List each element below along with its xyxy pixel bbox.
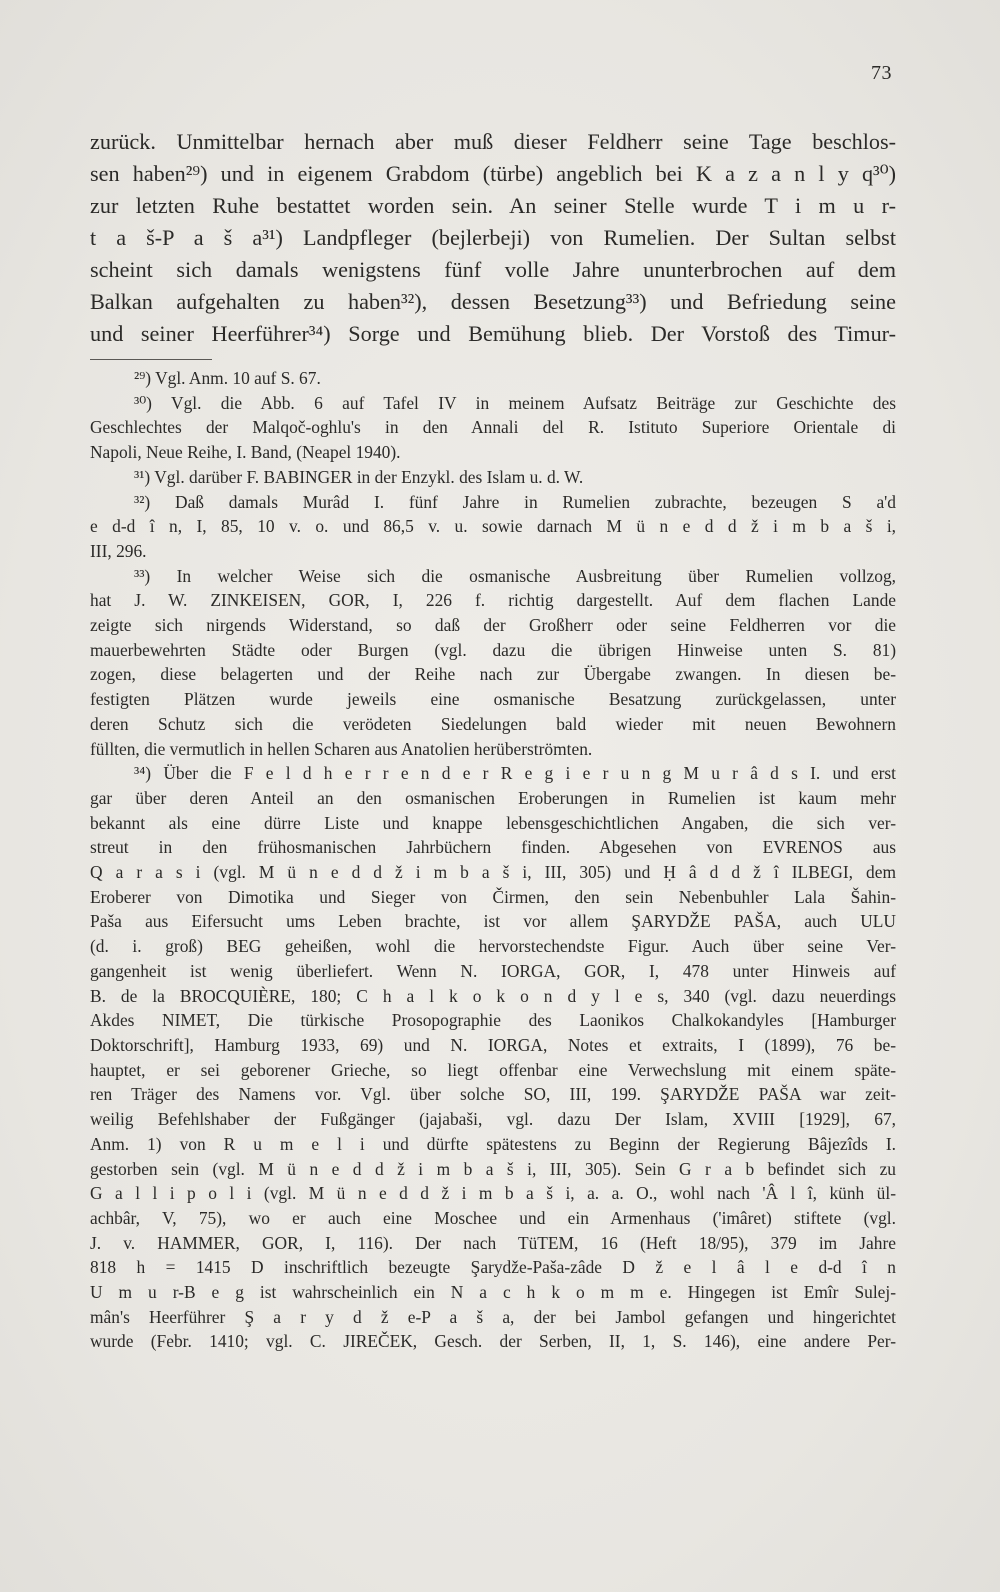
main-text-line: zur letzten Ruhe bestattet worden sein. An seiner Stelle wurde T i m u r- [90, 193, 896, 218]
footnote-line: e d-d î n, I, 85, 10 v. o. und 86,5 v. u. sowie darnach M ü n e d d ž i m b a š i, [90, 516, 896, 537]
footnote-line: ³²) Daß damals Murâd I. fünf Jahre in Rumelien zubrachte, bezeugen S a'd [134, 491, 896, 512]
main-text-line: Balkan aufgehalten zu haben³²), dessen Besetzung³³) und Befriedung seine [90, 289, 896, 314]
footnote-line: deren Schutz sich die verödeten Siedelungen bald wieder mit neuen Bewohnern [90, 713, 896, 734]
footnote-line: festigten Plätzen wurde jeweils eine osmanische Besatzung zurückgelassen, unter [90, 689, 896, 710]
main-text-line: zurück. Unmittelbar hernach aber muß dieser Feldherr seine Tage beschlos- [90, 129, 896, 154]
main-text-line: und seiner Heerführer³⁴) Sorge und Bemühung blieb. Der Vorstoß des Timur- [90, 321, 896, 346]
main-text-block [90, 126, 896, 350]
footnote-separator-rule [90, 359, 212, 360]
footnote-line: zogen, diese belagerten und der Reihe nach zur Übergabe zwangen. In diesen be- [90, 664, 896, 685]
footnote-line: G a l l i p o l i (vgl. M ü n e d d ž i m b a š i, a. a. O., wohl nach 'Â l î, künh ül- [90, 1183, 896, 1204]
footnote-line: (d. i. groß) BEG geheißen, wohl die hervorstechendste Figur. Auch über seine Ver- [90, 936, 896, 957]
footnote-line: wurde (Febr. 1410; vgl. C. JIREČEK, Gesch. der Serben, II, 1, S. 146), eine andere Per- [90, 1331, 896, 1352]
footnote-line: gar über deren Anteil an den osmanischen Eroberungen in Rumelien ist kaum mehr [90, 787, 896, 808]
footnote-line: ³³) In welcher Weise sich die osmanische Ausbreitung über Rumelien vollzog, [134, 565, 896, 586]
footnote-line: J. v. HAMMER, GOR, I, 116). Der nach TüTEM, 16 (Heft 18/95), 379 im Jahre [90, 1232, 896, 1253]
footnote-line: ³⁴) Über die F e l d h e r r e n d e r R e g i e r u n g M u r â d s I. und erst [134, 763, 896, 784]
footnote-line: zeigte sich nirgends Widerstand, so daß der Großherr oder seine Feldherren vor die [90, 615, 896, 636]
footnote-line: ³⁰) Vgl. die Abb. 6 auf Tafel IV in meinem Aufsatz Beiträge zur Geschichte des [134, 392, 896, 413]
footnote-line: hauptet, er sei geborener Grieche, so liegt offenbar eine Verwechslung mit einem späte- [90, 1059, 896, 1080]
footnote-line: Napoli, Neue Reihe, I. Band, (Neapel 1940). [90, 442, 401, 463]
footnote-line: Paša aus Eifersucht ums Leben brachte, ist vor allem ŞARYDŽE PAŠA, auch ULU [90, 911, 896, 932]
footnote-line: bekannt als eine dürre Liste und knappe lebensgeschichtlichen Angaben, die sich ver- [90, 812, 896, 833]
footnote-line: gestorben sein (vgl. M ü n e d d ž i m b a š i, III, 305). Sein G r a b befindet sich zu [90, 1158, 896, 1179]
footnote-line: mân's Heerführer Ş a r y d ž e-P a š a, der bei Jambol gefangen und hingerichtet [90, 1306, 896, 1327]
footnote-line: streut in den frühosmanischen Jahrbüchern finden. Abgesehen von EVRENOS aus [90, 837, 896, 858]
footnote-line: ren Träger des Namens vor. Vgl. über solche SO, III, 199. ŞARYDŽE PAŠA war zeit- [90, 1084, 896, 1105]
footnote-line: Q a r a s i (vgl. M ü n e d d ž i m b a š i, III, 305) und Ḥ â d d ž î ILBEGI, dem [90, 862, 896, 883]
footnote-line: ³¹) Vgl. darüber F. BABINGER in der Enzykl. des Islam u. d. W. [134, 466, 584, 487]
footnote-line: achbâr, V, 75), wo er auch eine Moschee und ein Armenhaus ('imâret) stiftete (vgl. [90, 1207, 896, 1228]
footnote-line: B. de la BROCQUIÈRE, 180; C h a l k o k o n d y l e s, 340 (vgl. dazu neuerdings [90, 985, 896, 1006]
main-text-line: scheint sich damals wenigstens fünf volle Jahre ununterbrochen auf dem [90, 257, 896, 282]
footnote-line: III, 296. [90, 540, 147, 561]
footnotes-block [90, 366, 896, 1354]
footnote-line: Doktorschrift], Hamburg 1933, 69) und N. IORGA, Notes et extraits, I (1899), 76 be- [90, 1034, 896, 1055]
page-number: 73 [871, 62, 892, 84]
footnote-line: hat J. W. ZINKEISEN, GOR, I, 226 f. richtig dargestellt. Auf dem flachen Lande [90, 590, 896, 611]
footnote-line: Geschlechtes der Malqoč-oghlu's in den Annali del R. Istituto Superiore Orientale di [90, 417, 896, 438]
footnote-line: U m u r-B e g ist wahrscheinlich ein N a c h k o m m e. Hingegen ist Emîr Sulej- [90, 1282, 896, 1303]
main-text-line: sen haben²⁹) und in eigenem Grabdom (türbe) angeblich bei K a z a n l y q³⁰) [90, 161, 896, 186]
footnote-line: 818 h = 1415 D inschriftlich bezeugte Şarydže-Paša-zâde D ž e l â l e d-d î n [90, 1257, 896, 1278]
main-text-line: t a š-P a š a³¹) Landpfleger (bejlerbeji) von Rumelien. Der Sultan selbst [90, 225, 896, 250]
footnote-line: ²⁹) Vgl. Anm. 10 auf S. 67. [134, 368, 321, 388]
footnote-line: mauerbewehrten Städte oder Burgen (vgl. dazu die übrigen Hinweise unten S. 81) [90, 639, 896, 660]
footnote-line: Eroberer von Dimotika und Sieger von Čirmen, den sein Nebenbuhler Lala Šahin- [90, 886, 896, 907]
footnote-line: Anm. 1) von R u m e l i und dürfte spätestens zu Beginn der Regierung Bâjezîds I. [90, 1133, 896, 1154]
footnote-line: weilig Befehlshaber der Fußgänger (jajabaši, vgl. dazu Der Islam, XVIII [1929], 67, [90, 1109, 896, 1130]
footnote-line: Akdes NIMET, Die türkische Prosopographie des Laonikos Chalkokandyles [Hamburger [90, 1010, 896, 1031]
footnote-line: gangenheit ist wenig überliefert. Wenn N. IORGA, GOR, I, 478 unter Hinweis auf [90, 960, 896, 981]
footnote-line: füllten, die vermutlich in hellen Scharen aus Anatolien herüberströmten. [90, 738, 593, 759]
